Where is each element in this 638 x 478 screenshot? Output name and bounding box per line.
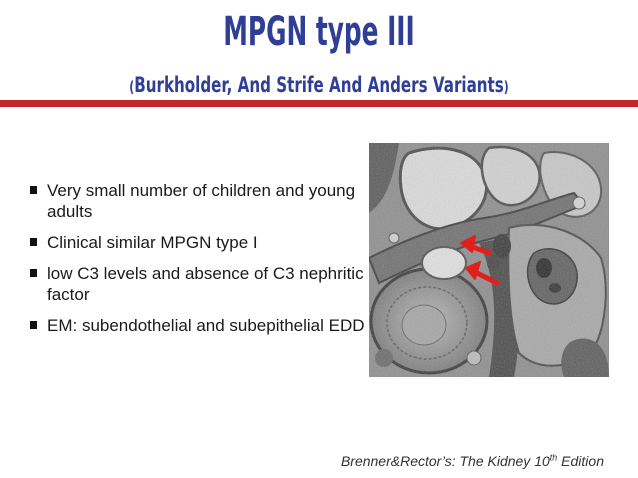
square-bullet-icon	[30, 238, 37, 246]
bullet-text: EM: subendothelial and subepithelial EDD	[47, 316, 365, 335]
bullet-item	[30, 263, 365, 305]
subtitle-open-paren: (	[129, 78, 135, 96]
subtitle-text: Burkholder, And Strife And Anders Variants	[134, 73, 504, 97]
bullet-text: low C3 levels and absence of C3 nephritic factor	[47, 264, 364, 304]
citation-prefix: Brenner&Rector’s: The Kidney 10	[340, 453, 550, 469]
bullet-text: Very small number of children and young adults	[47, 181, 356, 221]
electron-micrograph-image	[369, 143, 609, 377]
citation-superscript: th	[549, 452, 558, 463]
citation-suffix: Edition	[557, 453, 604, 469]
source-citation	[341, 452, 604, 470]
electron-micrograph	[369, 143, 609, 377]
bullet-item	[30, 180, 365, 222]
slide-title: MPGN type III	[223, 9, 415, 55]
bullet-list	[30, 180, 365, 346]
square-bullet-icon	[30, 321, 37, 329]
bullet-item	[30, 232, 365, 253]
subtitle-close-paren: )	[503, 78, 509, 96]
square-bullet-icon	[30, 186, 37, 194]
square-bullet-icon	[30, 269, 37, 277]
title-divider	[0, 100, 638, 107]
bullet-item	[30, 315, 365, 336]
slide-subtitle	[89, 70, 548, 102]
bullet-text: Clinical similar MPGN type I	[47, 233, 258, 252]
